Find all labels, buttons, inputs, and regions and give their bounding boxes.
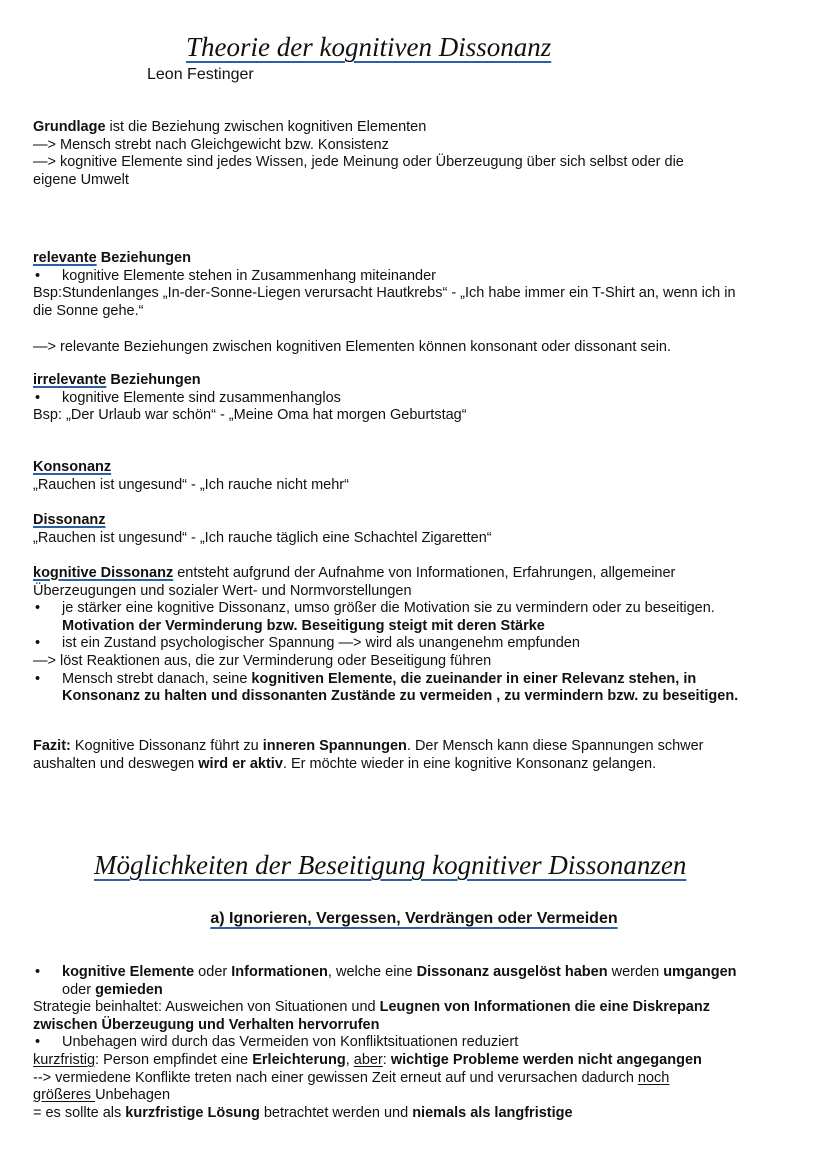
section-relevant-note — [33, 339, 808, 357]
text-line — [33, 119, 808, 137]
text: Kognitive Dissonanz führt zu — [70, 738, 263, 754]
text: ist die Beziehung zwischen kognitiven Elementen — [105, 119, 427, 135]
section-kognitive-dissonanz — [33, 565, 808, 706]
bold-text: niemals als langfristige — [412, 1104, 573, 1121]
underlined-text: größeres — [33, 1087, 96, 1104]
bold-text: Leugnen von Informationen die eine Diskrepanz — [379, 999, 710, 1016]
text-line — [33, 172, 808, 190]
text-line — [33, 1052, 818, 1070]
bold-text: relevante — [33, 250, 97, 266]
bullet-item — [33, 390, 808, 408]
author: Leon Festinger — [147, 66, 254, 83]
text-line — [33, 653, 808, 671]
text: kognitive Elemente sind zusammenhanglos — [62, 389, 341, 406]
bold-text: Fazit: — [33, 738, 71, 754]
underlined-text: noch — [637, 1069, 670, 1086]
bullet-item — [33, 1034, 818, 1052]
text: kognitive Elemente stehen in Zusammenhang miteinander — [62, 267, 436, 284]
bullet-icon: • — [35, 964, 41, 980]
bold-text: kognitiven Elemente, die zueinander in einer Relevanz stehen, in — [251, 670, 697, 687]
bullet-icon: • — [35, 389, 41, 406]
text: Unbehagen wird durch das Vermeiden von Konfliktsituationen reduziert — [62, 1034, 519, 1051]
bullet-item — [33, 671, 808, 689]
bullet-icon: • — [35, 670, 41, 687]
text: Unbehagen — [95, 1087, 171, 1104]
text-line — [33, 285, 808, 303]
bold-text: inneren Spannungen — [262, 738, 407, 754]
bold-text: Beziehungen — [106, 372, 201, 388]
text: —> kognitive Elemente sind jedes Wissen, jede Meinung oder Überzeugung über sich selbst oder die — [33, 154, 684, 171]
text: oder — [194, 964, 232, 980]
text-line — [33, 512, 808, 530]
bullet-item — [33, 600, 808, 618]
bold-text: Beziehungen — [96, 250, 191, 266]
text: : — [382, 1051, 391, 1068]
text: je stärker eine kognitive Dissonanz, umso größer die Motivation sie zu vermindern oder zu beseitigen. — [62, 600, 715, 617]
bold-text: umgangen — [663, 964, 737, 980]
bullet-item — [33, 635, 808, 653]
text: „Rauchen ist ungesund“ - „Ich rauche täglich eine Schachtel Zigaretten“ — [33, 529, 492, 546]
text-line — [33, 303, 808, 321]
text: . Er möchte wieder in eine kognitive Konsonanz gelangen. — [282, 755, 657, 772]
bullet-icon: • — [35, 600, 41, 617]
bullet-icon: • — [35, 635, 41, 652]
text: —> relevante Beziehungen zwischen kognitiven Elementen können konsonant oder dissonant sein. — [33, 339, 672, 355]
text: werden — [607, 964, 664, 980]
section-dissonanz — [33, 512, 808, 547]
text: Strategie beinhaltet: Ausweichen von Situationen und — [33, 999, 380, 1016]
subheading-ignorieren — [0, 910, 828, 928]
bold-text: kurzfristige Lösung — [125, 1104, 260, 1121]
bold-text: Konsonanz zu halten und dissonanten Zustände zu vermeiden , zu vermindern bzw. zu beseitigen. — [62, 688, 739, 705]
text-line — [33, 688, 808, 706]
bold-text: Erleichterung — [252, 1051, 346, 1068]
text-line — [33, 530, 808, 548]
text-line — [33, 982, 818, 1000]
underlined-text: kurzfristig — [33, 1051, 96, 1068]
underlined-text: aber — [353, 1051, 383, 1068]
section-grundlage — [33, 119, 808, 189]
text-line — [33, 339, 808, 357]
text: —> löst Reaktionen aus, die zur Verminderung oder Beseitigung führen — [33, 652, 492, 669]
bold-text: Informationen — [231, 964, 328, 980]
text-line — [33, 738, 808, 756]
text-line — [33, 250, 808, 268]
text-line — [33, 1087, 818, 1105]
text: Überzeugungen und sozialer Wert- und Normvorstellungen — [33, 582, 412, 599]
text: : Person empfindet eine — [95, 1051, 253, 1068]
bold-text: kognitive Elemente — [62, 964, 195, 980]
bullet-item — [33, 964, 818, 982]
bold-text: Motivation der Verminderung bzw. Beseitigung steigt mit deren Stärke — [62, 617, 545, 634]
bold-text: gemieden — [95, 981, 163, 998]
text: Bsp:Stundenlanges „In-der-Sonne-Liegen verursacht Hautkrebs“ - „Ich habe immer ein T-Shirt an, wenn ich in — [33, 285, 736, 302]
bullet-icon: • — [35, 1034, 41, 1051]
section-konsonanz — [33, 459, 808, 494]
text-line — [33, 565, 808, 583]
section-fazit — [33, 738, 808, 773]
bullet-icon: • — [35, 267, 41, 284]
text: ist ein Zustand psychologischer Spannung —> wird als unangenehm empfunden — [62, 635, 580, 652]
bold-text: Dissonanz — [33, 512, 106, 528]
bold-text: zwischen Überzeugung und Verhalten hervorrufen — [33, 1016, 380, 1033]
text: oder — [62, 981, 96, 998]
text: Mensch strebt danach, seine — [62, 670, 252, 687]
heading-moeglichkeiten: Möglichkeiten der Beseitigung kognitiver Dissonanzen — [94, 850, 687, 880]
text-line — [33, 154, 808, 172]
bold-text: irrelevante — [33, 372, 107, 388]
text-line — [33, 477, 808, 495]
text-line — [33, 372, 808, 390]
text: eigene Umwelt — [33, 171, 129, 188]
text: , — [345, 1051, 354, 1068]
text: betrachtet werden und — [259, 1104, 413, 1121]
text-line — [33, 459, 808, 477]
text: —> Mensch strebt nach Gleichgewicht bzw. Konsistenz — [33, 136, 389, 153]
text: . Der Mensch kann diese Spannungen schwer — [406, 738, 704, 754]
text-line — [33, 756, 808, 774]
text-line — [33, 1105, 818, 1123]
bullet-item — [33, 268, 808, 286]
text: --> vermiedene Konflikte treten nach einer gewissen Zeit erneut auf und verursachen dadurch — [33, 1069, 638, 1086]
subheading-text: a) Ignorieren, Vergessen, Verdrängen oder Vermeiden — [210, 910, 618, 927]
bold-text: kognitive Dissonanz — [33, 565, 174, 581]
text-line — [33, 999, 818, 1017]
bold-text: Dissonanz ausgelöst haben — [416, 964, 608, 980]
text-line — [33, 618, 808, 636]
text-line — [33, 1017, 818, 1035]
bold-text: Konsonanz — [33, 459, 112, 475]
bold-text: Grundlage — [33, 119, 106, 135]
text: = es sollte als — [33, 1104, 126, 1121]
text-line — [33, 1070, 818, 1088]
section-ignorieren — [33, 964, 818, 1122]
document-title: Theorie der kognitiven Dissonanz — [186, 32, 552, 62]
text: „Rauchen ist ungesund“ - „Ich rauche nicht mehr“ — [33, 476, 349, 493]
text: die Sonne gehe.“ — [33, 302, 144, 319]
bold-text: wichtige Probleme werden nicht angegangen — [390, 1051, 702, 1068]
text-line — [33, 137, 808, 155]
text: , welche eine — [327, 964, 417, 980]
text: aushalten und deswegen — [33, 755, 199, 772]
text-line — [33, 583, 808, 601]
section-relevante-beziehungen — [33, 250, 808, 320]
text-line — [33, 407, 808, 425]
text: Bsp: „Der Urlaub war schön“ - „Meine Oma hat morgen Geburtstag“ — [33, 407, 467, 424]
bold-text: wird er aktiv — [198, 755, 283, 772]
text: entsteht aufgrund der Aufnahme von Informationen, Erfahrungen, allgemeiner — [173, 565, 676, 581]
section-irrelevante-beziehungen — [33, 372, 808, 425]
